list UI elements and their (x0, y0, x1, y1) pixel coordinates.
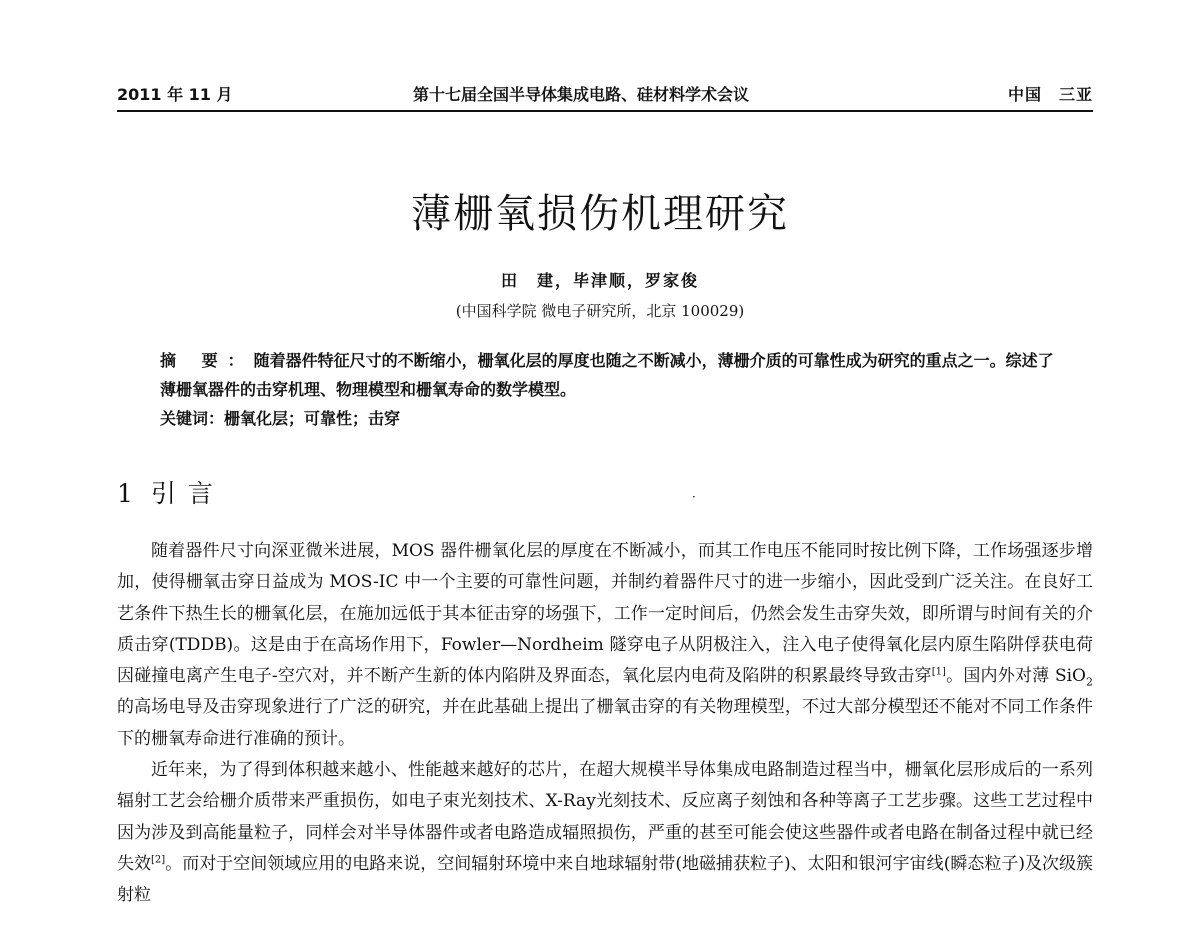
abstract-body (160, 346, 1060, 404)
paper-title: 薄栅氧损伤机理研究 (411, 191, 789, 237)
keywords (160, 404, 1060, 433)
stray-mark: · (692, 490, 696, 504)
paragraph-2: 近年来，为了得到体积越来越小、性能越来越好的芯片，在超大规模半导体集成电路制造过程当中，栅氧化层形成后的一系列辐射工艺会给栅介质带来严重损伤，如电子束光刻技术、X-Ray光刻技术、反应离子刻蚀和各种等离子工艺步骤。这些工艺过程中因为涉及到高能量粒子，同样会对半导体器件或者电路造成辐照损伤，严重的甚至可能会使这些器件或者电路在制备过程中就已经失效[2]。而对于空间领域应用的电路来说，空间辐射环境中来自地球辐射带(地磁捕获粒子)、太阳和银河宇宙线(瞬态粒子)及次级簇射粒 (117, 760, 1094, 906)
paragraph-1: 随着器件尺寸向深亚微米进展，MOS 器件栅氧化层的厚度在不断减小，而其工作电压不能同时按比例下降，工作场强逐步增加，使得栅氧击穿日益成为 MOS-IC 中一个主要的可靠性问题，并制约着器件尺寸的进一步缩小，因此受到广泛关注。在良好工艺条件下热生长的栅氧化层，在施加远低于其本征击穿的场强下，工作一定时间后，仍然会发生击穿失效，即所谓与时间有关的介质击穿(TDDB)。这是由于在高场作用下，Fowler—Nordheim 隧穿电子从阴极注入，注入电子使得氧化层内原生陷阱俘获电荷因碰撞电离产生电子-空穴对，并不断产生新的体内陷阱及界面态，氧化层内电荷及陷阱的积累最终导致击穿[1]。国内外对薄 SiO$_2$ 的高场电导及击穿现象进行了广泛的研究，并在此基础上提出了栅氧击穿的有关物理模型，不过大部分模型还不能对不同工作条件下的栅氧寿命进行准确的预计。 (117, 541, 1093, 749)
section-title: 引言 (150, 479, 225, 508)
keywords-text: 栅氧化层；可靠性；击穿 (224, 409, 401, 428)
affiliation: (中国科学院 微电子研究所，北京 100029) (455, 302, 745, 320)
running-header (117, 78, 1093, 112)
header-date: 2011 年 11 月 (117, 85, 233, 104)
section-heading (117, 474, 225, 510)
abstract-text: 随着器件特征尺寸的不断缩小，栅氧化层的厚度也随之不断减小，薄栅介质的可靠性成为研究的重点之一。综述了薄栅氧器件的击穿机理、物理模型和栅氧寿命的数学模型。 (160, 351, 1054, 399)
authors: 田 建，毕津顺，罗家俊 (500, 271, 699, 290)
subscript-2: 2 (1086, 675, 1093, 689)
body-text (117, 536, 1093, 912)
header-location: 中国 三亚 (1007, 85, 1093, 104)
citation-1: [1] (931, 666, 946, 678)
abstract (160, 346, 1060, 433)
abstract-label: 摘 要： (160, 351, 254, 370)
keywords-label: 关键词： (160, 409, 225, 428)
header-conference: 第十七届全国半导体集成电路、硅材料学术会议 (413, 85, 750, 104)
section-number: 1 (117, 479, 133, 508)
citation-2: [2] (151, 854, 166, 866)
